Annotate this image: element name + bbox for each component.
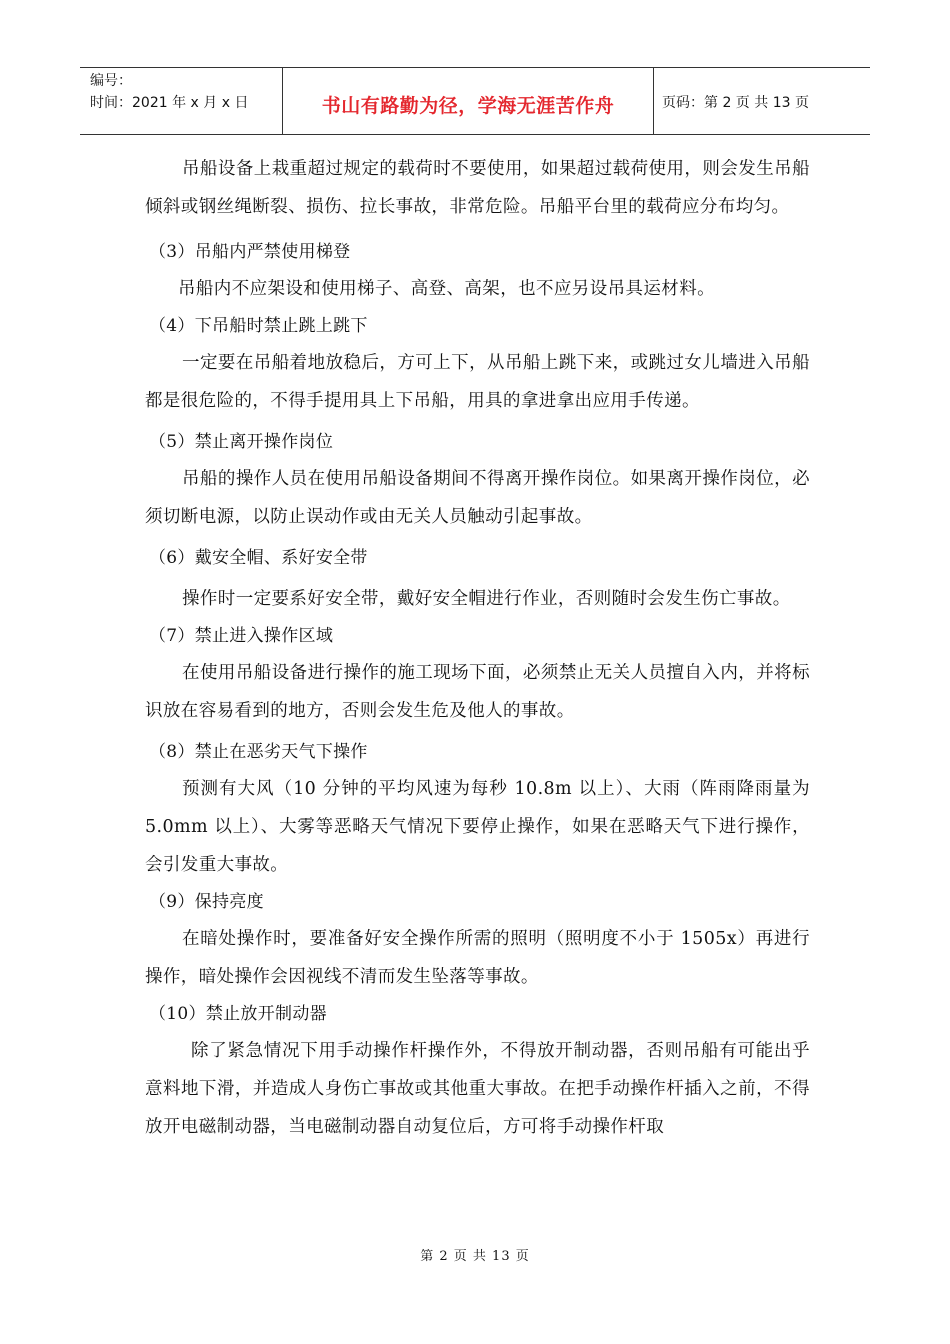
paragraph-load-limit: 吊船设备上栽重超过规定的载荷时不要使用，如果超过载荷使用，则会发生吊船倾斜或钢丝绳断裂、损伤、拉长事故，非常危险。吊船平台里的载荷应分布均匀。	[145, 159, 810, 217]
paragraph-4: 一定要在吊船着地放稳后，方可上下，从吊船上跳下来，或跳过女儿墙进入吊船都是很危险的，不得手提用具上下吊船，用具的拿进拿出应用手传递。	[145, 353, 810, 411]
header-meta	[80, 68, 282, 134]
paragraph-10: 除了紧急情况下用手动操作杆操作外，不得放开制动器，否则吊船有可能出乎意料地下滑，并造成人身伤亡事故或其他重大事故。在把手动操作杆插入之前，不得放开电磁制动器，当电磁制动器自动复位后，方可将手动操作杆取	[145, 1041, 810, 1137]
paragraph-7: 在使用吊船设备进行操作的施工现场下面，必须禁止无关人员擅自入内，并将标识放在容易看到的地方，否则会发生危及他人的事故。	[145, 663, 810, 721]
section-heading-3: （3）吊船内严禁使用梯登	[149, 242, 351, 262]
paragraph-5: 吊船的操作人员在使用吊船设备期间不得离开操作岗位。如果离开操作岗位，必须切断电源，以防止误动作或由无关人员触动引起事故。	[145, 469, 810, 527]
document-number-label: 编号：	[90, 73, 132, 89]
section-heading-9: （9）保持亮度	[149, 892, 264, 912]
footer-page-number: 第 2 页 共 13 页	[420, 1249, 530, 1264]
paragraph-9: 在暗处操作时，要准备好安全操作所需的照明（照明度不小于 1505x）再进行操作，暗处操作会因视线不清而发生坠落等事故。	[145, 929, 810, 987]
paragraph-8: 预测有大风（10 分钟的平均风速为每秒 10.8m 以上）、大雨（阵雨降雨量为 5.0mm 以上）、大雾等恶略天气情况下要停止操作，如果在恶略天气下进行操作，会引发重大事故。	[145, 779, 810, 875]
document-body	[145, 150, 810, 1146]
header-page-cell	[654, 68, 870, 134]
header-motto-cell	[282, 68, 654, 134]
section-heading-7: （7）禁止进入操作区域	[149, 626, 334, 646]
header-page-info: 页码：第 2 页 共 13 页	[662, 95, 809, 111]
section-heading-4: （4）下吊船时禁止跳上跳下	[149, 316, 368, 336]
section-heading-8: （8）禁止在恶劣天气下操作	[149, 742, 368, 762]
paragraph-3: 吊船内不应架设和使用梯子、高登、高架，也不应另设吊具运材料。	[178, 279, 715, 299]
section-heading-10: （10）禁止放开制动器	[149, 1004, 327, 1024]
header-motto: 书山有路勤为径，学海无涯苦作舟	[321, 94, 615, 117]
section-heading-6: （6）戴安全帽、系好安全带	[149, 548, 368, 568]
paragraph-6: 操作时一定要系好安全带，戴好安全帽进行作业，否则随时会发生伤亡事故。	[182, 589, 791, 609]
page-header	[80, 67, 870, 135]
page-footer	[0, 1245, 950, 1264]
document-date-label: 时间：2021 年 x 月 x 日	[90, 95, 249, 111]
section-heading-5: （5）禁止离开操作岗位	[149, 432, 334, 452]
